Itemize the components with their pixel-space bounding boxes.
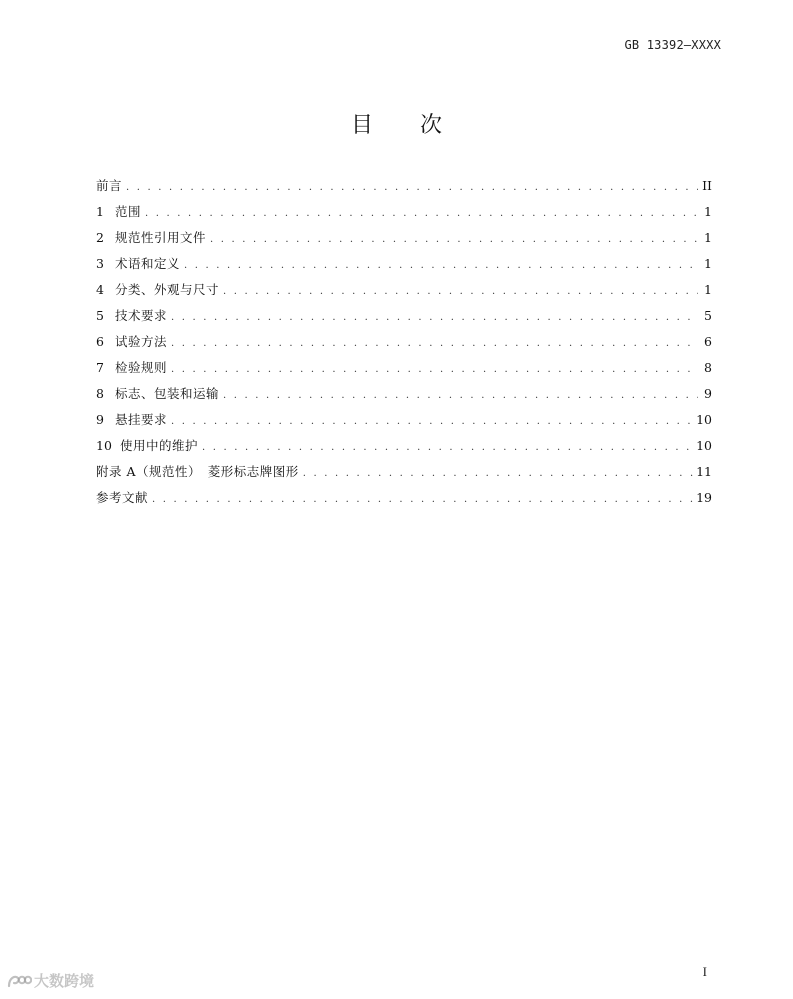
- toc-entry-annex-a[interactable]: [96, 459, 712, 485]
- toc-leader-dots: [299, 461, 696, 487]
- toc-entry-number: 1: [96, 204, 104, 219]
- watermark-text: 大数跨境: [34, 972, 95, 990]
- toc-entry-number: 10: [96, 438, 112, 453]
- toc-entry-page: 19: [696, 490, 712, 505]
- toc-entry-page: 10: [696, 438, 712, 453]
- toc-entry-text: 前言: [96, 178, 123, 193]
- table-of-contents: [96, 173, 712, 511]
- toc-entry-foreword[interactable]: [96, 173, 712, 199]
- toc-entry-scope[interactable]: [96, 199, 712, 225]
- toc-leader-dots: [148, 487, 696, 513]
- toc-entry-maintenance[interactable]: [96, 433, 712, 459]
- toc-leader-dots: [219, 279, 698, 305]
- toc-entry-number: 3: [96, 256, 104, 271]
- toc-entry-page: 1: [704, 256, 712, 271]
- toc-entry-number: 7: [96, 360, 104, 375]
- toc-leader-dots: [219, 383, 698, 409]
- toc-leader-dots: [206, 227, 698, 253]
- toc-entry-text: 规范性引用文件: [115, 230, 207, 245]
- toc-entry-page: 9: [704, 386, 712, 401]
- toc-entry-test-methods[interactable]: [96, 329, 712, 355]
- toc-leader-dots: [141, 201, 698, 227]
- page-title: 目 次: [351, 113, 462, 138]
- toc-entry-page: 8: [704, 360, 712, 375]
- toc-entry-page: 10: [696, 412, 712, 427]
- toc-entry-text: 参考文献: [96, 490, 149, 505]
- toc-leader-dots: [122, 175, 698, 201]
- toc-entry-technical-requirements[interactable]: [96, 303, 712, 329]
- toc-entry-number: 6: [96, 334, 104, 349]
- page-number: I: [702, 964, 707, 979]
- toc-entry-number: 9: [96, 412, 104, 427]
- brand-logo-icon: [6, 972, 32, 990]
- toc-entry-page: 5: [704, 308, 712, 323]
- toc-entry-number: 2: [96, 230, 104, 245]
- toc-entry-text: 检验规则: [115, 360, 168, 375]
- toc-entry-text: 标志、包装和运输: [115, 386, 220, 401]
- toc-leader-dots: [198, 435, 696, 461]
- toc-entry-number: 4: [96, 282, 104, 297]
- toc-entry-classification[interactable]: [96, 277, 712, 303]
- toc-entry-text: 技术要求: [115, 308, 168, 323]
- toc-entry-text: 试验方法: [115, 334, 168, 349]
- toc-entry-marking-packaging[interactable]: [96, 381, 712, 407]
- toc-entry-text: 术语和定义: [115, 256, 181, 271]
- toc-entry-number: 8: [96, 386, 104, 401]
- toc-entry-text: 使用中的维护: [120, 438, 199, 453]
- standard-code: GB 13392—XXXX: [624, 38, 721, 52]
- toc-entry-text: 悬挂要求: [115, 412, 168, 427]
- toc-entry-text: 附录 A（规范性） 菱形标志牌图形: [96, 464, 299, 479]
- toc-leader-dots: [167, 305, 698, 331]
- toc-entry-bibliography[interactable]: [96, 485, 712, 511]
- toc-entry-text: 范围: [115, 204, 142, 219]
- toc-entry-terms-definitions[interactable]: [96, 251, 712, 277]
- toc-entry-page: 1: [704, 282, 712, 297]
- toc-entry-page: II: [702, 178, 712, 193]
- toc-entry-number: 5: [96, 308, 104, 323]
- toc-entry-normative-references[interactable]: [96, 225, 712, 251]
- toc-entry-text: 分类、外观与尺寸: [115, 282, 220, 297]
- toc-entry-page: 1: [704, 204, 712, 219]
- toc-entry-page: 1: [704, 230, 712, 245]
- toc-leader-dots: [167, 409, 696, 435]
- toc-leader-dots: [167, 357, 698, 383]
- toc-entry-page: 6: [704, 334, 712, 349]
- toc-leader-dots: [180, 253, 698, 279]
- toc-entry-hanging-requirements[interactable]: [96, 407, 712, 433]
- watermark: [6, 970, 94, 991]
- toc-leader-dots: [167, 331, 698, 357]
- toc-entry-inspection-rules[interactable]: [96, 355, 712, 381]
- toc-entry-page: 11: [696, 464, 712, 479]
